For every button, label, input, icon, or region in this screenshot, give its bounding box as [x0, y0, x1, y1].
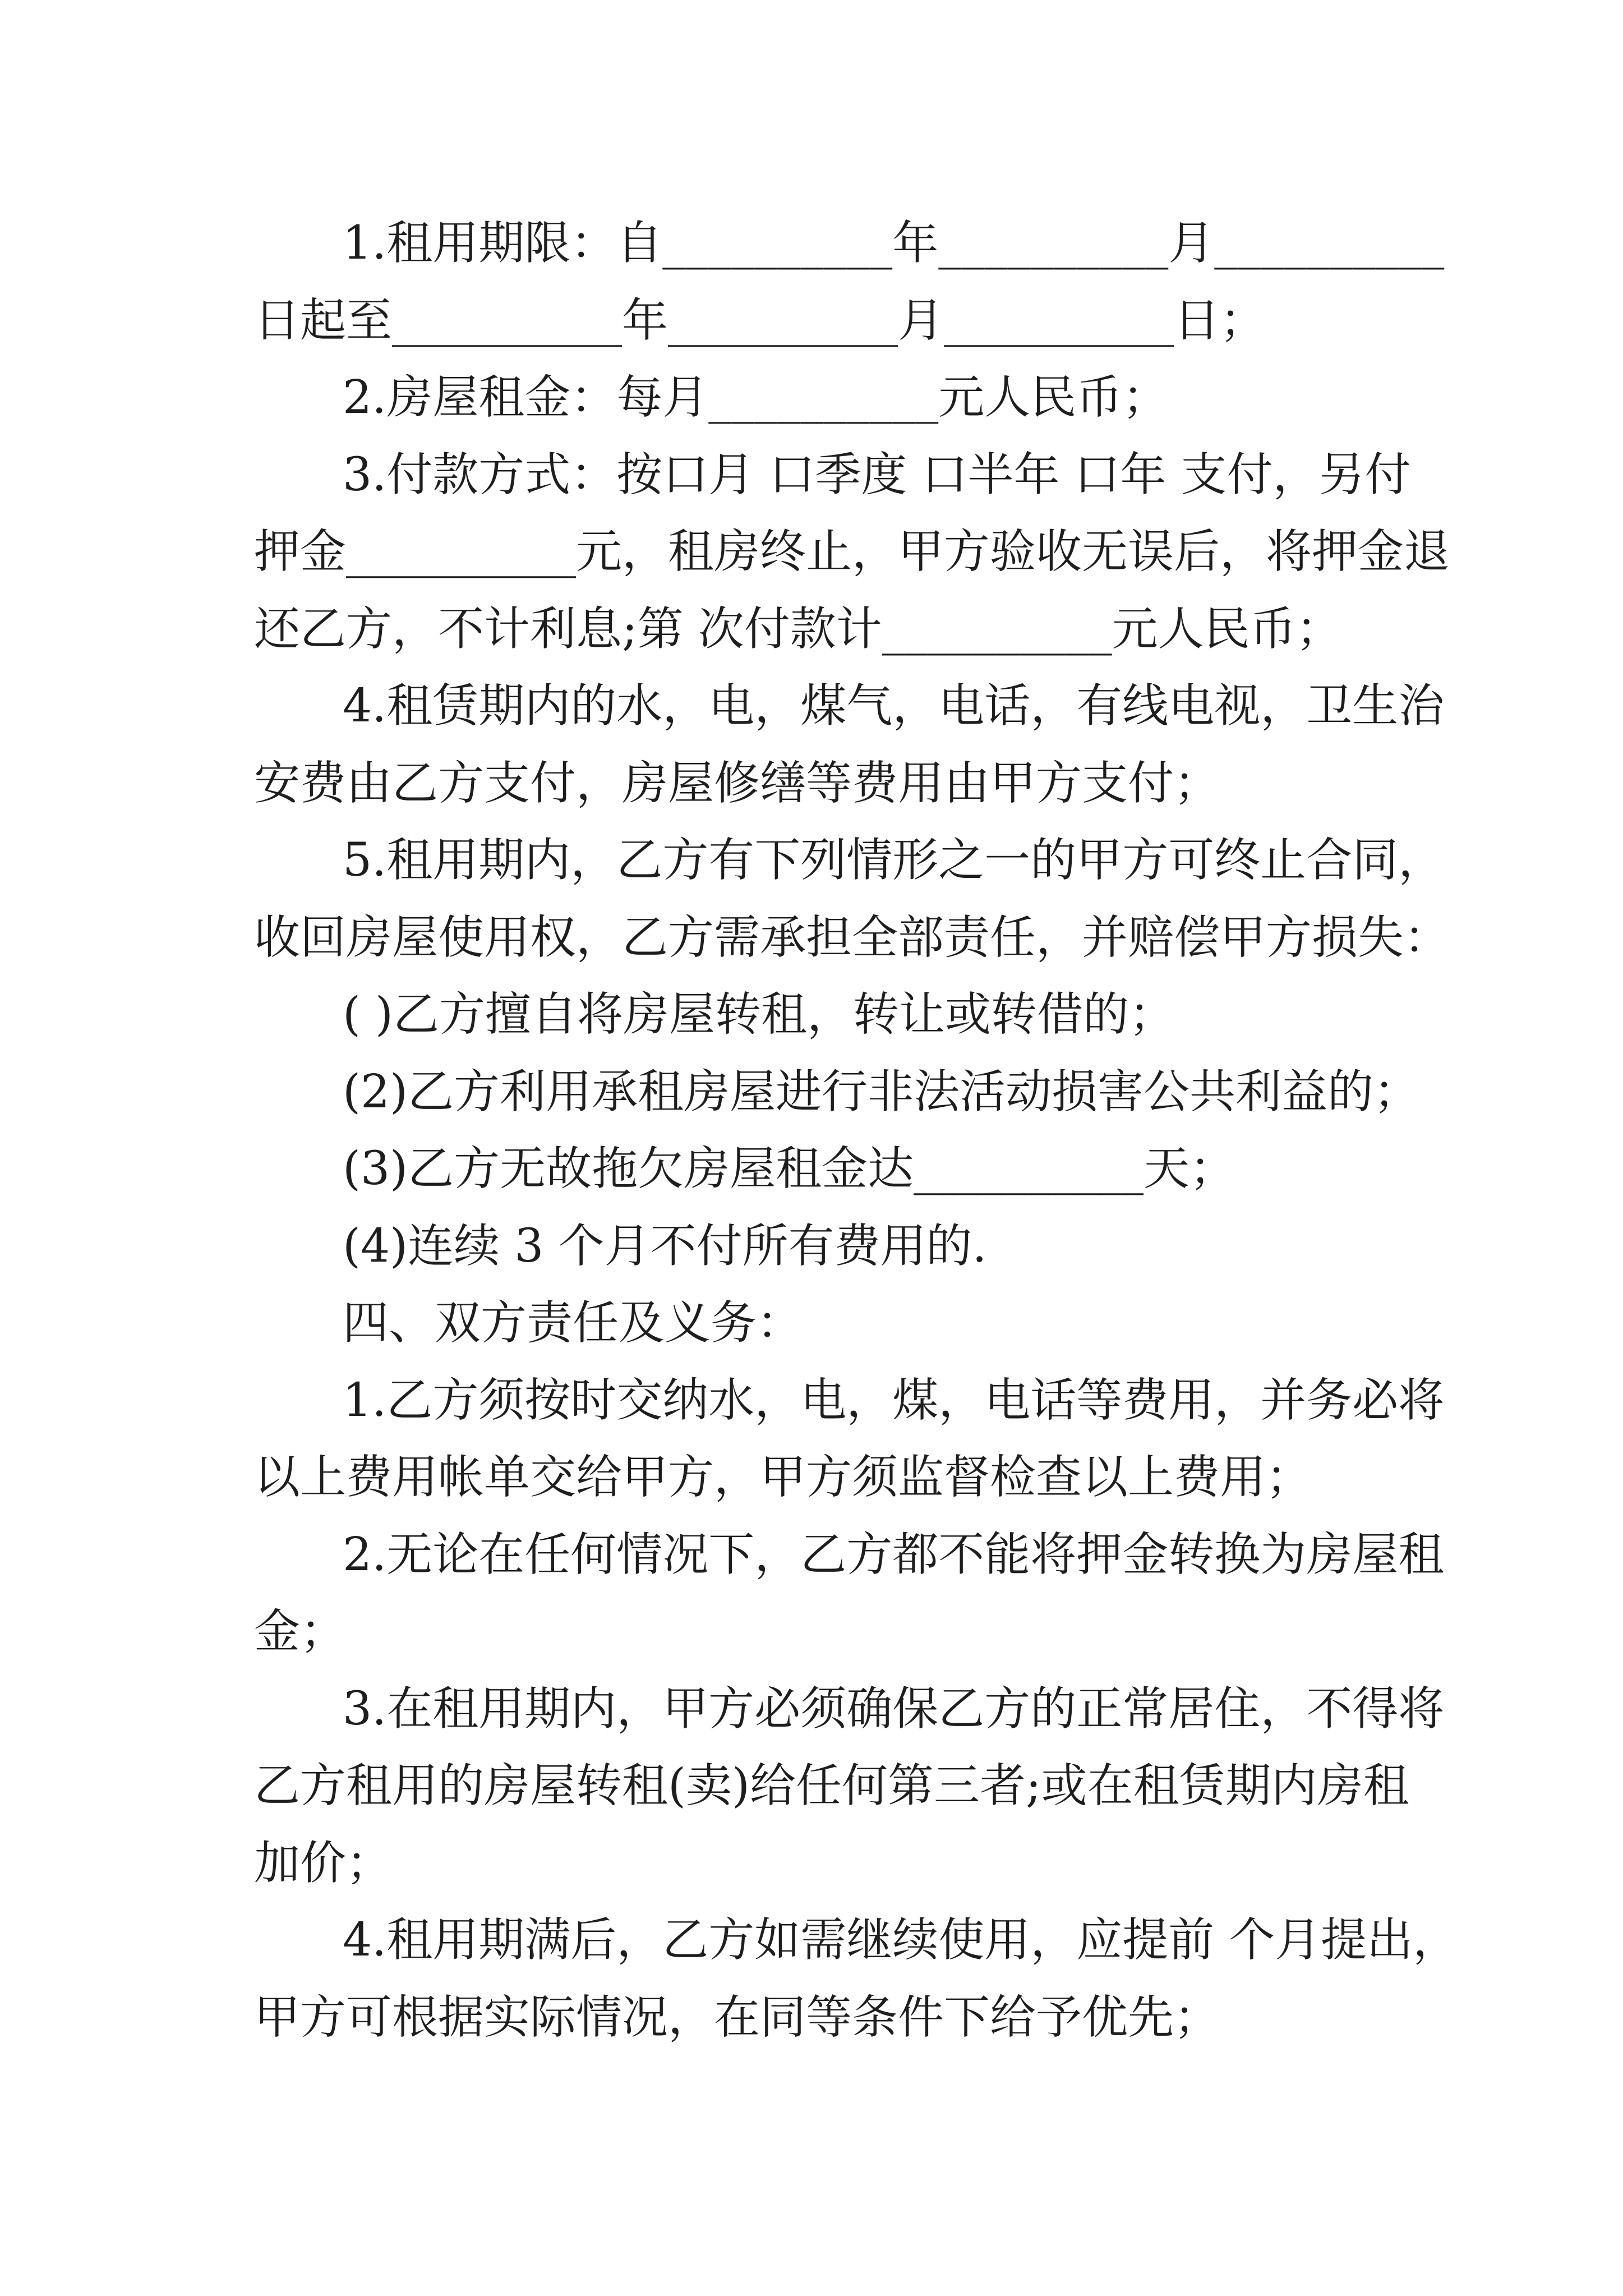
section-heading-responsibilities [254, 1285, 1544, 1362]
contract-body [254, 205, 1544, 2056]
clause-termination [254, 822, 1544, 976]
text-line: 四、双方责任及义务： [343, 1296, 803, 1350]
text-line: 3.付款方式：按口月 口季度 口半年 口年 支付，另付 [343, 448, 1411, 501]
text-line: 甲方可根据实际情况，在同等条件下给予优先； [254, 1990, 1220, 2044]
text-line: (4)连续 3 个月不付所有费用的. [343, 1219, 987, 1273]
text-line: 2.房屋租金：每月__________元人民币； [343, 371, 1169, 424]
duty-3-residence [254, 1671, 1544, 1902]
clause-payment-method [254, 436, 1544, 668]
termination-case-2 [254, 1053, 1544, 1131]
text-line: 1.乙方须按时交纳水，电，煤，电话等费用，并务必将 [343, 1373, 1445, 1427]
clause-lease-term [254, 205, 1544, 359]
text-line: 安费由乙方支付，房屋修缮等费用由甲方支付； [254, 756, 1220, 810]
text-line: 4.租赁期内的水，电，煤气，电话，有线电视，卫生治 [343, 679, 1445, 733]
termination-case-4 [254, 1208, 1544, 1285]
clause-utilities [254, 668, 1544, 822]
text-line: 还乙方，不计利息;第 次付款计__________元人民币； [254, 602, 1342, 656]
text-line: (2)乙方利用承租房屋进行非法活动损害公共利益的； [343, 1065, 1420, 1119]
text-line: 3.在租用期内，甲方必须确保乙方的正常居住，不得将 [343, 1682, 1445, 1736]
text-line: 1.租用期限：自__________年__________月__________ [343, 217, 1445, 270]
duty-1-fees [254, 1362, 1544, 1516]
text-line: 日起至__________年__________月__________日； [254, 293, 1266, 347]
duty-4-renewal [254, 1902, 1544, 2056]
text-line: 2.无论在任何情况下，乙方都不能将押金转换为房屋租 [343, 1527, 1445, 1581]
text-line: 以上费用帐单交给甲方，甲方须监督检查以上费用； [254, 1451, 1312, 1504]
text-line: 乙方租用的房屋转租(卖)给任何第三者;或在租赁期内房租 [254, 1759, 1409, 1812]
text-line: 4.租用期满后，乙方如需继续使用，应提前 个月提出， [343, 1913, 1459, 1967]
text-line: (3)乙方无故拖欠房屋租金达__________天； [343, 1142, 1236, 1195]
text-line: ( )乙方擅自将房屋转租，转让或转借的； [343, 988, 1175, 1041]
text-line: 押金__________元，租房终止，甲方验收无误后，将押金退 [254, 525, 1450, 578]
termination-case-3 [254, 1130, 1544, 1208]
termination-case-1 [254, 976, 1544, 1053]
text-line: 加价； [254, 1836, 393, 1890]
text-line: 金； [254, 1605, 347, 1658]
duty-2-deposit [254, 1516, 1544, 1671]
clause-rent [254, 359, 1544, 436]
text-line: 5.租用期内，乙方有下列情形之一的甲方可终止合同， [343, 834, 1445, 887]
text-line: 收回房屋使用权，乙方需承担全部责任，并赔偿甲方损失： [254, 910, 1450, 964]
